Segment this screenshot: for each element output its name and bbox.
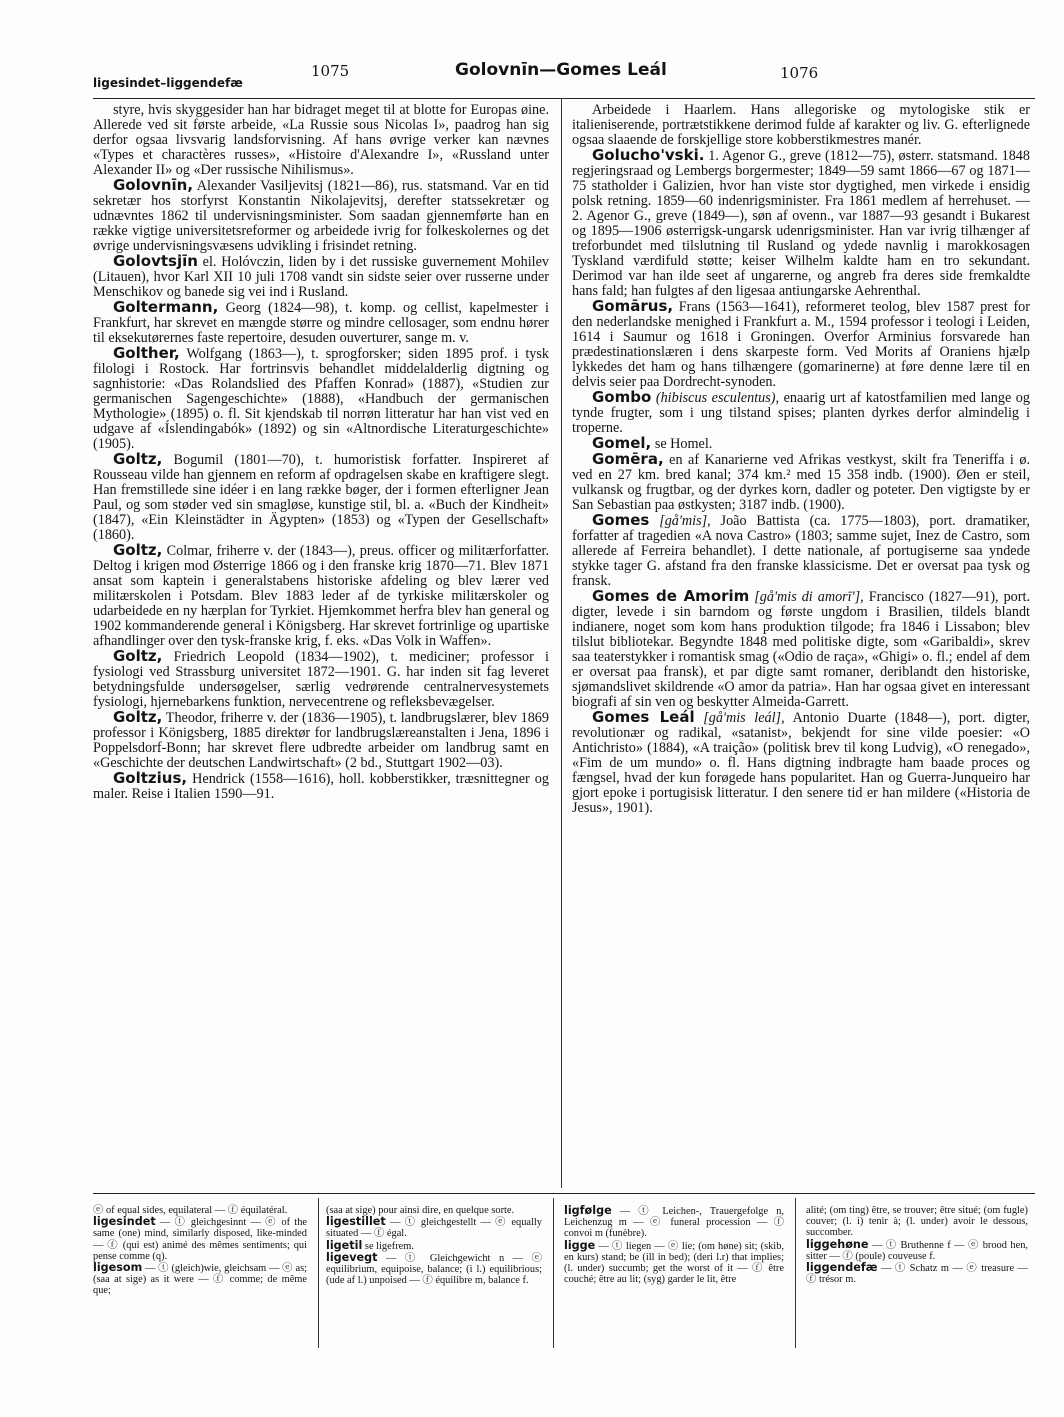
entry-text: Alexander Vasiljevitsj (1821—86), rus. statsmand. Var en tid sekretær hos storfyrst Konstantin Nikolajevitsj, derefter statssekretær og udnævntes 1862 til undervisningsminister. Som saadan gjennemførte han en række vigtige universitetsreformer og arbeidede ivrig for folkeskolernes og det øvrige undervisningsvæsens udvikling i frisindet retning. (93, 178, 549, 254)
entry-headword: Goltz, (113, 450, 163, 468)
footer-entry (326, 1252, 542, 1287)
entry-text: Frans (1563—1641), reformeret teolog, blev 1587 prest for den nederlandske menighed i Frankfurt a. M., 1594 professor i teologi i Leiden, 1614 i Saumur og 1618 i Groningen. Overfor Arminius forsvarede han prædestinationslæren i dens skarpeste form. Ved Morits af Oraniens hjælp lykkedes det ham og hans tilhængere (gomarinerne) at føre denne lære til en delvis seier paa Dordrecht-synoden. (572, 299, 1030, 390)
footer-column-1 (93, 1205, 307, 1297)
entry-text: — ⓣ gleichgesinnt — ⓔ of the same (one) mind, similarly disposed, like-minded — ⓕ (qui est) animé des mêmes sentiments; qui pense comme (q). (93, 1217, 307, 1262)
dictionary-entry (572, 299, 1030, 390)
entry-text: el. Holóvczin, liden by i det russiske guvernement Mohilev (Litauen), hvor Karl XII 10 juli 1708 vandt sin sidste seier over russerne under Menschikov og banede sig vei ind i Rusland. (93, 254, 549, 300)
footer-column-4 (806, 1205, 1028, 1285)
dictionary-entry (572, 103, 1030, 148)
footer-column-2 (326, 1205, 542, 1286)
entry-headword: ligetil (326, 1238, 363, 1252)
entry-headword: ligge (564, 1238, 596, 1252)
left-column (93, 103, 549, 802)
entry-headword: Gomārus, (592, 297, 674, 315)
footer-rule (93, 1193, 1035, 1194)
entry-text: se Homel. (651, 436, 713, 452)
entry-headword: Goltz, (113, 541, 163, 559)
footer-entry (806, 1262, 1028, 1285)
entry-headword: Gomes de Amorim (592, 587, 750, 605)
dictionary-entry (572, 148, 1030, 299)
footer-column-3 (564, 1205, 784, 1285)
dictionary-entry (93, 346, 549, 452)
footer-divider-2 (553, 1198, 554, 1348)
page-header (0, 60, 1064, 90)
page-number-left: 1075 (311, 62, 350, 80)
entry-text: alité; (om ting) être, se trouver; être situé; (om fugle) couver; (l. i) tenir à; (l. under) avoir le dessous, succomber. (806, 1205, 1028, 1239)
dictionary-entry (572, 710, 1030, 816)
header-rule (93, 98, 1035, 99)
entry-text: Theodor, friherre v. der (1836—1905), t. landbrugslærer, blev 1869 professor i Königsberg, 1885 direktør for landbrugslæreanstalten i Jena, 1896 i Poppelsdorf-Bonn; har skrevet flere udbredte arbeider om landbrug samt en «Geschichte der deutschen Landwirtschaft» (2 bd., Stuttgart 1902—03). (93, 710, 549, 771)
entry-headword: Golther, (113, 344, 180, 362)
entry-headword: Golovnīn, (113, 176, 194, 194)
dictionary-entry (572, 390, 1030, 436)
entry-headword: Goltz, (113, 647, 163, 665)
dictionary-entry (93, 300, 549, 346)
entry-headword: Gomēra, (592, 450, 664, 468)
entry-text: — ⓣ Schatz m — ⓔ treasure — ⓕ trésor m. (806, 1263, 1028, 1286)
dictionary-entry (93, 710, 549, 771)
right-column (572, 103, 1030, 816)
footer-entry (564, 1240, 784, 1286)
entry-text: Wolfgang (1863—), t. sprogforsker; siden 1895 prof. i tysk filologi i Rostock. Har fortrinsvis behandlet middelalderlig digtning og sagnhistorie: «Das Rolandslied des Pfaffen Konrad» (1887), «Studien zur germanischen Sagengeschichte» (1888), «Handbuch der germanischen Mythologie» (1895) o. fl. Sit kjendskab til norrøn litteratur har han vist ved en udgave af «Íslendingabók» (1892) og sin «Altnordische Literaturgeschichte» (1905). (93, 346, 549, 452)
footer-entry (93, 1262, 307, 1297)
entry-headword: Gomes Leál (592, 708, 695, 726)
entry-pronunciation: [gå'mis], (649, 513, 711, 529)
entry-text: styre, hvis skyggesider han har bidraget meget til at blotte for Europas øine. Allerede ved sit første arbeide, «La Russie sous Nicolas I», paadrog han sig derfor ogsaa livsvarig landsforvisning. Af hans øvrige verker kan nævnes «Types et charactères russes», «Histoire d'Alexandre I», «Russland unter Alexander II» og «Der russische Nihilismus». (93, 102, 549, 178)
entry-text: se ligefrem. (362, 1240, 414, 1252)
entry-text: Bogumil (1801—70), t. humoristisk forfatter. Inspireret af Rousseau vilde han gjennem en reform af opdragelsen skabe en kraftigere slegt. Han fremstillede sine idéer i en lang række bøger, der i formen efterligner Jean Paul, og som støder ved sin smagløse, kunstige stil, bl. a. «Buch der Kindheit» (1847), «Ein Kleinstädter in Ägypten» (1853) og «Typen der Gesellschaft» (1860). (93, 452, 549, 543)
entry-text: Francisco (1827—91), port. digter, levede i sin barndom og første ungdom i Brasilien, tildels blandt indianere, noget som kom hans produktion tilgode; fra 1846 i Lissabon; blev tilslut bibliotekar. Begyndte 1848 med politiske digte, som «Garibaldi», skrev saa teaterstykker i romantisk smag («Odio de raça», «Ghigi» o. fl.; endel af dem er oversat paa fransk), et par digte samt romaner, deriblandt den historiske, sjømandslivet skildrende «O amor da patria». Han har ogsaa givet en interessant biografi af sin ven og beskytter Almeida-Garrett. (572, 589, 1030, 710)
entry-text: Colmar, friherre v. der (1843—), preus. officer og militærforfatter. Deltog i krigen mod Østerrige 1866 og i den franske krig 1870—71. Blev 1871 ansat som kaptein i generalstabens historiske afdeling og blev lærer ved militærskolen i Potsdam. Blev 1883 leder af de tyrkiske militærskoler og udarbeidede en ny hærplan for Tyrkiet. Hjemkommet herfra blev han general og 1902 kommanderende general i Königsberg. Har skrevet fortrinlige og upartiske afhandlinger over den tysk-franske krig, f. eks. «Das Volk in Waffen». (93, 543, 549, 649)
footer-divider-3 (795, 1198, 796, 1348)
entry-headword: Goltzius, (113, 769, 188, 787)
dictionary-entry (93, 452, 549, 543)
entry-text: ⓔ of equal sides, equilateral — ⓕ équilatéral. (93, 1205, 288, 1216)
entry-text: — ⓣ gleichgestellt — ⓔ equally situated — ⓕ égal. (326, 1217, 542, 1240)
entry-pronunciation: [gå'mis di amorī'], (749, 589, 864, 605)
entry-headword: ligevegt (326, 1250, 378, 1264)
entry-pronunciation: [gå'mis leál], (694, 710, 785, 726)
entry-headword: Gomes (592, 511, 650, 529)
entry-text: — ⓣ Gleichgewicht n — ⓔ equilibrium, equipoise, balance; (i l.) equilibrious; (ude af l.) unpoised — ⓕ équilibre m, balance f. (326, 1252, 542, 1287)
dictionary-entry (93, 254, 549, 300)
entry-pronunciation: (hibiscus esculentus), (651, 390, 780, 406)
footer-entry (806, 1205, 1028, 1239)
entry-headword: Golucho'vski. (592, 146, 705, 164)
guide-words: ligesindet–liggendefæ (93, 76, 243, 90)
entry-text: en af Kanarierne ved Afrikas vestkyst, skilt fra Teneriffa i ø. ved en 27 km. bred kanal; 374 km.² med 15 358 indb. (1900). Øen er steil, vulkansk og frugtbar, og der dyrkes korn, dadler og poteter. Den vigtigste by er San Sebastian paa østkysten; 3187 indb. (1900). (572, 452, 1030, 513)
page-number-right: 1076 (780, 64, 819, 82)
entry-text: Antonio Duarte (1848—), port. digter, revolutionær og radikal, «satanist», bekjendt for sine vilde poesier: «O Antichristo» (1884), «A traição» (politisk brev til kong Ludvig), «O renegado», «Fim de um mundo» o. fl. Hans digtning indbragte ham baade proces og fængsel, hvad der kun forøgede hans popularitet. Han og Guerra-Junqueiro har gjort epoke i portugisisk litteratur. I den senere tid er han mildere («Historia de Jesus», 1901). (572, 710, 1030, 816)
entry-text: — ⓣ (gleich)wie, gleichsam — ⓔ as; (saa at sige) as it were — ⓕ comme; de même que; (93, 1263, 307, 1297)
dictionary-entry (93, 103, 549, 178)
dictionary-entry (93, 771, 549, 802)
entry-text: — ⓣ Bruthenne f — ⓔ brood hen, sitter — ⓕ (poule) couveuse f. (806, 1239, 1028, 1262)
entry-text: — ⓣ liegen — ⓔ lie; (om høne) sit; (skib, en kurs) stand; be (ill in bed); (deri l.r) that implies; (l. under) succumb; get the worst of it — ⓕ être couché; être au lit; (syg) garder le lit, être (564, 1240, 784, 1286)
entry-text: Hendrick (1558—1616), holl. kobberstikker, træsnittegner og maler. Reise i Italien 1590—91. (93, 771, 549, 802)
footer-entry (326, 1216, 542, 1239)
column-divider (561, 99, 562, 1188)
page-title: Golovnīn—Gomes Leál (455, 60, 667, 80)
entry-text: enaarig urt af katostfamilien med lange og tynde frugter, som i ung tilstand spises; planten dyrkes derfor almindelig i troperne. (572, 390, 1030, 436)
dictionary-entry (93, 649, 549, 710)
entry-headword: Gomel, (592, 434, 652, 452)
entry-headword: ligesindet (93, 1215, 156, 1229)
dictionary-entry (572, 452, 1030, 513)
entry-text: 1. Agenor G., greve (1812—75), østerr. statsmand. 1848 regjeringsraad og Lembergs borgermester; 1849—59 samt 1866—67 og 1871—75 statholder i Galizien, hvor han viste stor dygtighed, men virkede i ensidig polsk retning. 1859—60 indenrigsminister. Fra 1861 medlem af herrehuset. — 2. Agenor G., greve (1849—), søn af ovenn., var 1887—93 gesandt i Bukarest og 1895—1906 østerrigsk-ungarsk udenrigsminister. Han var ivrig tilhænger af treforbundet med tilslutning til Rusland og ydede navnlig i marokkosagen Tyskland værdifuld støtte; keiser Wilhelm kaldte ham en tro sekundant. Derimod var han ilde seet af ungarerne, og angreb fra deres side fremkaldte hans fald; han fulgtes af den ligesaa antiungarske Aehrenthal. (572, 148, 1030, 299)
dictionary-entry (572, 513, 1030, 589)
entry-text: Georg (1824—98), t. komp. og cellist, kapelmester i Frankfurt, har skrevet en mængde større og mindre cellosager, som endnu hører til eksekutørernes faste repertoire, desuden ouverturer, sange m. v. (93, 300, 549, 346)
footer-entry (564, 1205, 784, 1240)
entry-headword: liggehøne (806, 1237, 869, 1251)
footer-divider-1 (318, 1198, 319, 1348)
entry-headword: ligestillet (326, 1215, 386, 1229)
entry-headword: ligfølge (564, 1204, 612, 1217)
entry-headword: liggendefæ (806, 1261, 878, 1275)
footer-entry (93, 1216, 307, 1262)
entry-headword: ligesom (93, 1261, 143, 1275)
entry-headword: Golovtsjīn (113, 252, 198, 270)
entry-headword: Gombo (592, 388, 652, 406)
entry-text: Friedrich Leopold (1834—1902), t. mediciner; professor i fysiologi ved Strassburg universitet 1872—1901. G. har inden sit fag leveret betydningsfulde undersøgelser, særlig vedrørende centralnervesystemets fysiologi, hjernebarkens funktion, nervecentrene og refleksbevægelser. (93, 649, 549, 710)
dictionary-entry (93, 543, 549, 649)
entry-text: Arbeidede i Haarlem. Hans allegoriske og mytologiske stik er italieniserende, portrætstikkene derimod fulde af karakter og liv. G. efterlignede ogsaa slaaende de forskjellige store kobberstikmestres manér. (572, 102, 1030, 148)
entry-text: João Battista (ca. 1775—1803), port. dramatiker, forfatter af tragedien «A nova Castro» (1803; samme sujet, Inez de Castro, som allerede af Ferreira behandlet). I dette nationale, af portugiserne saa yndede stykke tager G. afstand fra den franske klassicisme. Det er oversat paa tysk og fransk. (572, 513, 1030, 589)
footer-entry (806, 1239, 1028, 1262)
entry-headword: Goltz, (113, 708, 163, 726)
dictionary-entry (572, 589, 1030, 710)
entry-text: — ⓣ Leichen-, Trauergefolge n, Leichenzug m — ⓔ funeral procession — ⓕ convoi m (funèbre). (564, 1206, 784, 1240)
entry-text: (saa at sige) pour ainsi dire, en quelque sorte. (326, 1205, 515, 1216)
dictionary-entry (93, 178, 549, 254)
entry-headword: Goltermann, (113, 298, 219, 316)
